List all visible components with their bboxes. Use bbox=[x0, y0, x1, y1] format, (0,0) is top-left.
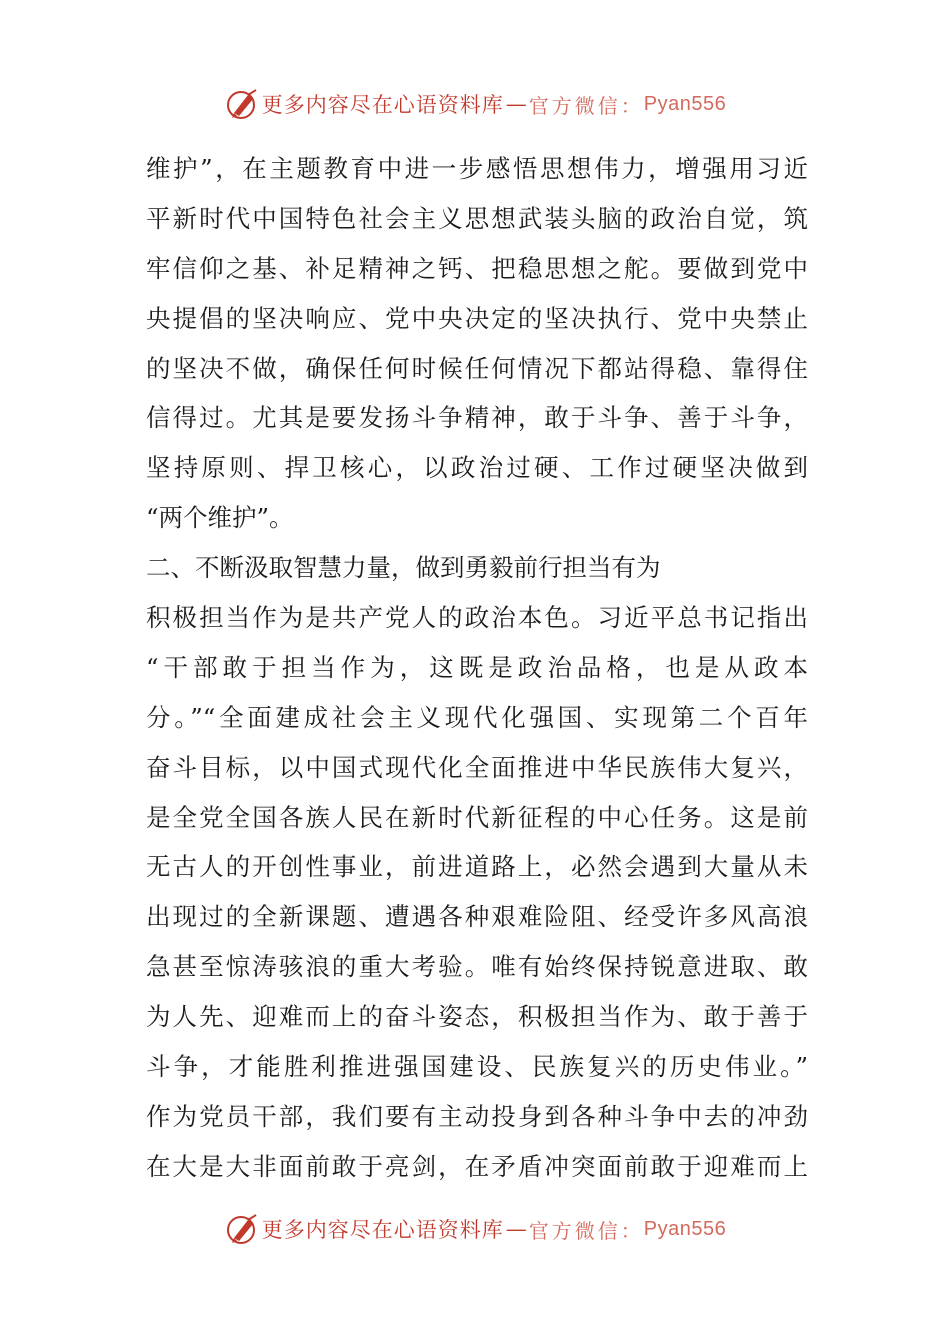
pen-nib-icon bbox=[224, 86, 260, 122]
text-line: “两个维护”。 bbox=[146, 503, 294, 533]
text-line: “干部敢于担当作为，这既是政治品格，也是从政本 bbox=[146, 652, 808, 682]
watermark-separator: — bbox=[505, 1217, 527, 1241]
text-line: 无古人的开创性事业，前进道路上，必然会遇到大量从未 bbox=[146, 852, 808, 882]
header-watermark bbox=[0, 82, 950, 126]
text-line: 出现过的全新课题、遭遇各种艰难险阻、经受许多风高浪 bbox=[146, 902, 808, 932]
text-line: 是全党全国各族人民在新时代新征程的中心任务。这是前 bbox=[146, 802, 808, 832]
text-line: 央提倡的坚决响应、党中央决定的坚决执行、党中央禁止 bbox=[146, 303, 808, 333]
watermark-wechat-label: 官方微信： bbox=[528, 1218, 644, 1243]
watermark-brand: 更多内容尽在心语资料库 bbox=[261, 1218, 504, 1242]
text-line: 积极担当作为是共产党人的政治本色。习近平总书记指出 bbox=[146, 603, 808, 633]
text-line: 牢信仰之基、补足精神之钙、把稳思想之舵。要做到党中 bbox=[146, 253, 808, 283]
text-line: 奋斗目标，以中国式现代化全面推进中华民族伟大复兴， bbox=[146, 752, 808, 782]
text-line: 信得过。尤其是要发扬斗争精神，敢于斗争、善于斗争， bbox=[146, 403, 808, 433]
watermark-wechat-id: Pyan556 bbox=[643, 1217, 727, 1240]
text-line: 维护”，在主题教育中进一步感悟思想伟力，增强用习近 bbox=[146, 154, 808, 183]
text-line: 坚持原则、捍卫核心，以政治过硬、工作过硬坚决做到 bbox=[146, 453, 808, 483]
text-line: 斗争，才能胜利推进强国建设、民族复兴的历史伟业。” bbox=[146, 1052, 808, 1082]
watermark-separator: — bbox=[505, 92, 527, 116]
text-line: 平新时代中国特色社会主义思想武装头脑的政治自觉，筑 bbox=[146, 203, 808, 233]
text-line: 作为党员干部，我们要有主动投身到各种斗争中去的冲劲 bbox=[146, 1101, 808, 1131]
text-line: 急甚至惊涛骇浪的重大考验。唯有始终保持锐意进取、敢 bbox=[146, 952, 808, 982]
watermark-wechat-id: Pyan556 bbox=[643, 92, 727, 115]
text-line: 为人先、迎难而上的奋斗姿态，积极担当作为、敢于善于 bbox=[146, 1002, 808, 1032]
watermark-brand: 更多内容尽在心语资料库 bbox=[261, 93, 504, 117]
text-line: 分。”“全面建成社会主义现代化强国、实现第二个百年 bbox=[146, 702, 808, 732]
text-line: 的坚决不做，确保任何时候任何情况下都站得稳、靠得住 bbox=[146, 353, 808, 383]
footer-watermark bbox=[0, 1207, 950, 1251]
section-heading: 二、不断汲取智慧力量，做到勇毅前行担当有为 bbox=[146, 553, 661, 583]
document-body bbox=[146, 144, 808, 1192]
watermark-wechat-label: 官方微信： bbox=[528, 93, 644, 118]
text-line: 在大是大非面前敢于亮剑，在矛盾冲突面前敢于迎难而上 bbox=[146, 1151, 808, 1181]
pen-nib-icon bbox=[224, 1211, 260, 1247]
